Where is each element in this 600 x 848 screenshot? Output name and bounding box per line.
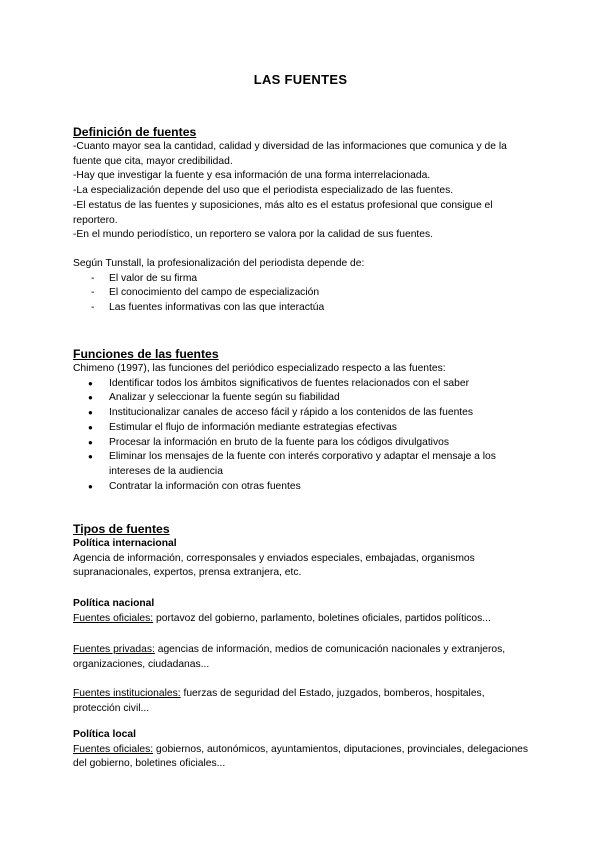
nacional-institucionales — [73, 687, 533, 716]
section-local — [73, 728, 533, 772]
fuentes-oficiales-text: gobiernos, autonómicos, ayuntamientos, diputaciones, provinciales, delegaciones del gobierno, boletines oficiales... — [73, 743, 529, 770]
subheading-local: Política local — [73, 729, 136, 740]
heading-tipos: Tipos de fuentes — [73, 522, 170, 536]
heading-funciones: Funciones de las fuentes — [73, 347, 219, 361]
nacional-privadas — [73, 643, 533, 672]
fuentes-oficiales-label: Fuentes oficiales: — [73, 743, 154, 755]
fuentes-privadas-label: Fuentes privadas: — [73, 644, 155, 655]
list-item: ● Contratar la información con otras fuentes — [73, 480, 533, 495]
list-item: - El conocimiento del campo de especialización — [73, 286, 533, 301]
list-item: ● Institucionalizar canales de acceso fácil y rápido a los contenidos de las fuentes — [73, 406, 533, 421]
fuentes-oficiales-text: portavoz del gobierno, parlamento, boletines oficiales, partidos políticos... — [153, 612, 491, 624]
section-funciones — [73, 346, 533, 494]
tunstall-intro: Según Tunstall, la profesionalización del periodista depende de: — [73, 258, 365, 269]
fuentes-oficiales-label: Fuentes oficiales: — [73, 612, 154, 624]
funciones-intro: Chimeno (1997), las funciones del periódico especializado respecto a las fuentes: — [73, 363, 446, 374]
definicion-line: -Hay que investigar la fuente y esa información de una forma interrelacionada. — [73, 170, 431, 182]
nacional-oficiales — [73, 612, 533, 627]
section-tunstall — [73, 257, 533, 316]
list-item: - El valor de su firma — [73, 272, 533, 287]
subheading-nacional: Política nacional — [73, 598, 155, 609]
list-item: ● Estimular el flujo de información mediante estrategias efectivas — [73, 421, 533, 436]
funciones-list — [73, 377, 533, 495]
page-title: LAS FUENTES — [253, 72, 348, 87]
section-privadas — [73, 643, 533, 672]
definicion-line: -En el mundo periodístico, un reportero se valora por la calidad de sus fuentes. — [73, 229, 434, 241]
section-definicion — [73, 124, 533, 243]
tunstall-list — [73, 272, 533, 316]
fuentes-institucionales-text: fuerzas de seguridad del Estado, juzgados, bomberos, hospitales, protección civil... — [73, 688, 485, 714]
section-nacional — [73, 597, 533, 626]
fuentes-institucionales-label: Fuentes institucionales: — [73, 688, 181, 699]
subheading-internacional: Política internacional — [73, 538, 177, 549]
section-tipos — [73, 521, 533, 581]
local-oficiales — [73, 743, 533, 772]
definicion-line: -Cuanto mayor sea la cantidad, calidad y diversidad de las informaciones que comunica y de la fuente que cita, mayor credibilidad. — [73, 141, 507, 167]
heading-definicion: Definición de fuentes — [73, 125, 197, 139]
fuentes-privadas-text: agencias de información, medios de comunicación nacionales y extranjeros, organizaciones, ciudadanas... — [73, 644, 506, 670]
list-item: - Las fuentes informativas con las que interactúa — [73, 301, 533, 316]
internacional-text: Agencia de información, corresponsales y enviados especiales, embajadas, organismos supranacionales, expertos, prensa extranjera, etc. — [73, 552, 475, 579]
definicion-line: -El estatus de las fuentes y suposiciones, más alto es el estatus profesional que consigue el reportero. — [73, 199, 493, 226]
section-institucionales — [73, 687, 533, 716]
list-item: ● Eliminar los mensajes de la fuente con interés corporativo y adaptar el mensaje a los intereses de la audiencia — [73, 450, 533, 479]
list-item: ● Analizar y seleccionar la fuente según su fiabilidad — [73, 391, 533, 406]
list-item: ● Identificar todos los ámbitos significativos de fuentes relacionados con el saber — [73, 377, 533, 392]
definicion-line: -La especialización depende del uso que el periodista especializado de las fuentes. — [73, 185, 454, 197]
list-item: ● Procesar la información en bruto de la fuente para los códigos divulgativos — [73, 436, 533, 451]
